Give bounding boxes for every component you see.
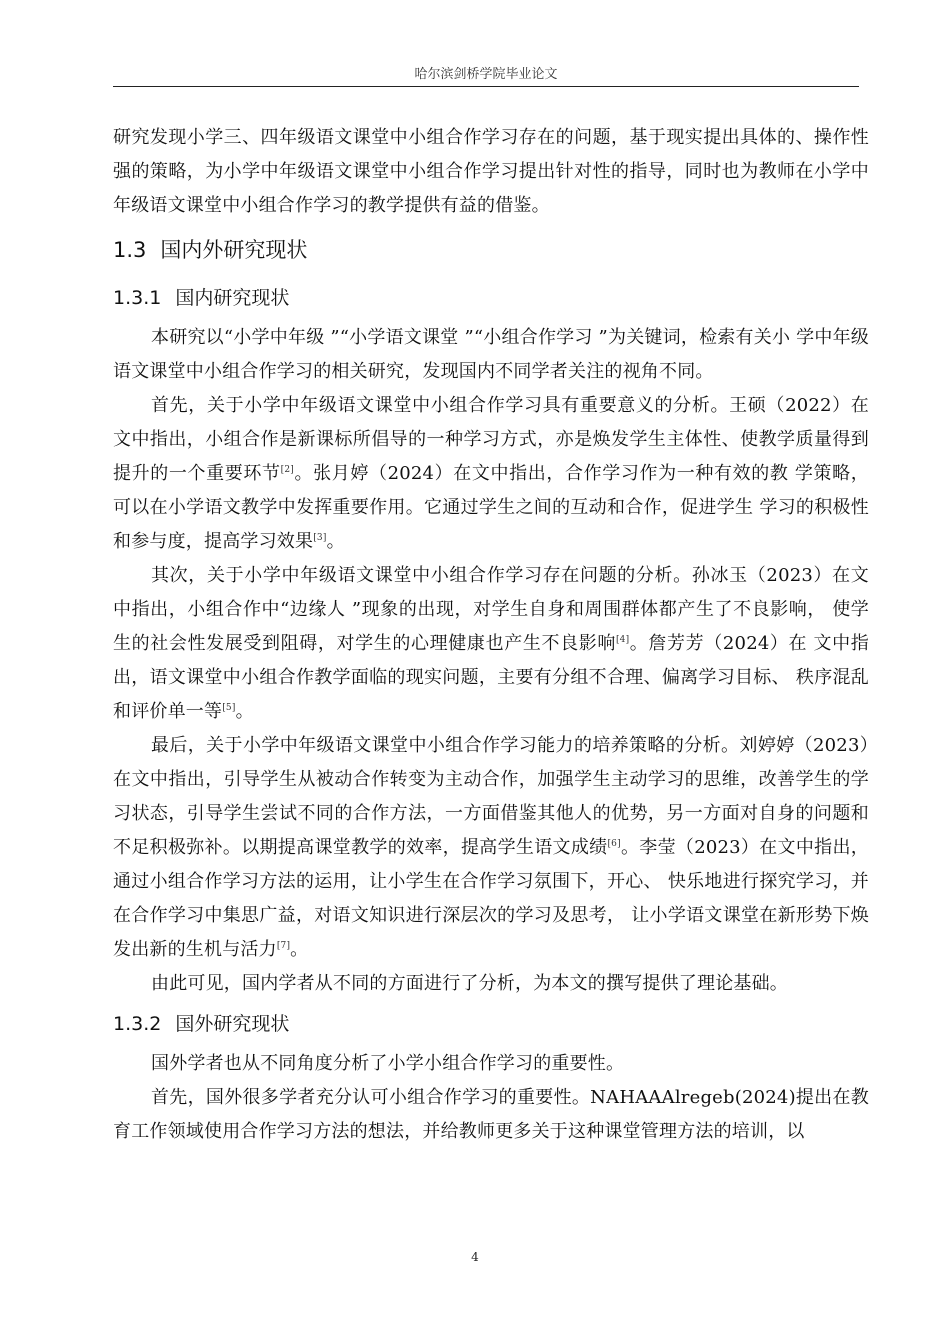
paragraph-text: 。	[235, 701, 254, 722]
page-body	[113, 121, 869, 1149]
paragraph-text: 。詹芳芳（2024）在 文中指出，语文课堂中小组合作教学面临的现实问题，主要有分组不合理、偏离学习目标、 秩序混乱和评价单一等	[113, 633, 869, 722]
domestic-paragraph-2	[113, 389, 869, 559]
citation-ref[interactable]: [2]	[280, 465, 295, 475]
domestic-paragraph-5: 由此可见，国内学者从不同的方面进行了分析，为本文的撰写提供了理论基础。	[151, 973, 788, 994]
paragraph-text: 首先，关于小学中年级语文课堂中小组合作学习具有重要意义的分析。王硕（2022）在文中指出，小组合作是新课标所倡导的一种学习方式，亦是焕发学生主体性、使教学质量得到提升的一个重要环节	[113, 395, 869, 484]
foreign-paragraph-1: 国外学者也从不同角度分析了小学小组合作学习的重要性。	[151, 1053, 625, 1074]
page-number: 4	[471, 1250, 479, 1264]
section-title: 国内外研究现状	[160, 238, 308, 262]
paragraph-text: 最后，关于小学中年级语文课堂中小组合作学习能力的培养策略的分析。刘婷婷（2023）在文中指出，引导学生从被动合作转变为主动合作，加强学生主动学习的思维，改善学生的学习状态，引导学生尝试不同的合作方法，一方面借鉴其他人的优势，另一方面对自身的问题和不足积极弥补。以期提高课堂教学的效率，提高学生语文成绩	[113, 735, 869, 858]
subsection-number: 1.3.2	[113, 1013, 162, 1035]
section-heading-1-3	[113, 225, 869, 275]
domestic-paragraph-4	[113, 729, 869, 967]
domestic-paragraph-3	[113, 559, 869, 729]
citation-ref[interactable]: [4]	[615, 635, 630, 645]
paragraph-text: 其次，关于小学中年级语文课堂中小组合作学习存在问题的分析。孙冰玉（2023）在文中指出，小组合作中“边缘人 ”现象的出现，对学生自身和周围群体都产生了不良影响， 使学生的社会性发展受到阻碍，对学生的心理健康也产生不良影响	[113, 565, 869, 654]
header-rule	[113, 86, 859, 87]
subsection-title: 国内研究现状	[175, 287, 290, 309]
citation-ref[interactable]: [3]	[313, 533, 327, 543]
paragraph-text: 。	[326, 531, 345, 552]
citation-ref[interactable]: [5]	[222, 703, 236, 713]
section-number: 1.3	[113, 238, 147, 262]
citation-ref[interactable]: [6]	[607, 839, 621, 849]
page-header: 哈尔滨剑桥学院毕业论文	[414, 67, 558, 82]
paragraph-text: 。张月婷（2024）在文中指出，合作学习作为一种有效的教 学策略，可以在小学语文教学中发挥重要作用。它通过学生之间的互动和合作，促进学生 学习的积极性和参与度，提高学习效果	[113, 463, 869, 552]
citation-ref[interactable]: [7]	[276, 941, 291, 951]
subsection-title: 国外研究现状	[175, 1013, 290, 1035]
paragraph-text: 。	[290, 939, 309, 960]
subsection-number: 1.3.1	[113, 287, 162, 309]
section-heading-1-3-2	[113, 1001, 869, 1047]
paragraph-text: 。李莹（2023）在文中指出，通过小组合作学习方法的运用，让小学生在合作学习氛围下，开心、 快乐地进行探究学习，并在合作学习中集思广益，对语文知识进行深层次的学习及思考， 让小学语文课堂在新形势下焕发出新的生机与活力	[113, 837, 869, 960]
intro-paragraph: 研究发现小学三、四年级语文课堂中小组合作学习存在的问题，基于现实提出具体的、操作性强的策略，为小学中年级语文课堂中小组合作学习提出针对性的指导，同时也为教师在小学中年级语文课堂中小组合作学习的教学提供有益的借鉴。	[113, 127, 869, 216]
section-heading-1-3-1	[113, 275, 869, 321]
domestic-paragraph-1: 本研究以“小学中年级 ”“小学语文课堂 ”“小组合作学习 ”为关键词，检索有关小 学中年级语文课堂中小组合作学习的相关研究，发现国内不同学者关注的视角不同。	[113, 327, 869, 382]
foreign-paragraph-2: 首先，国外很多学者充分认可小组合作学习的重要性。NAHAAAlregeb(2024)提出在教育工作领域使用合作学习方法的想法，并给教师更多关于这种课堂管理方法的培训，以	[113, 1087, 869, 1142]
